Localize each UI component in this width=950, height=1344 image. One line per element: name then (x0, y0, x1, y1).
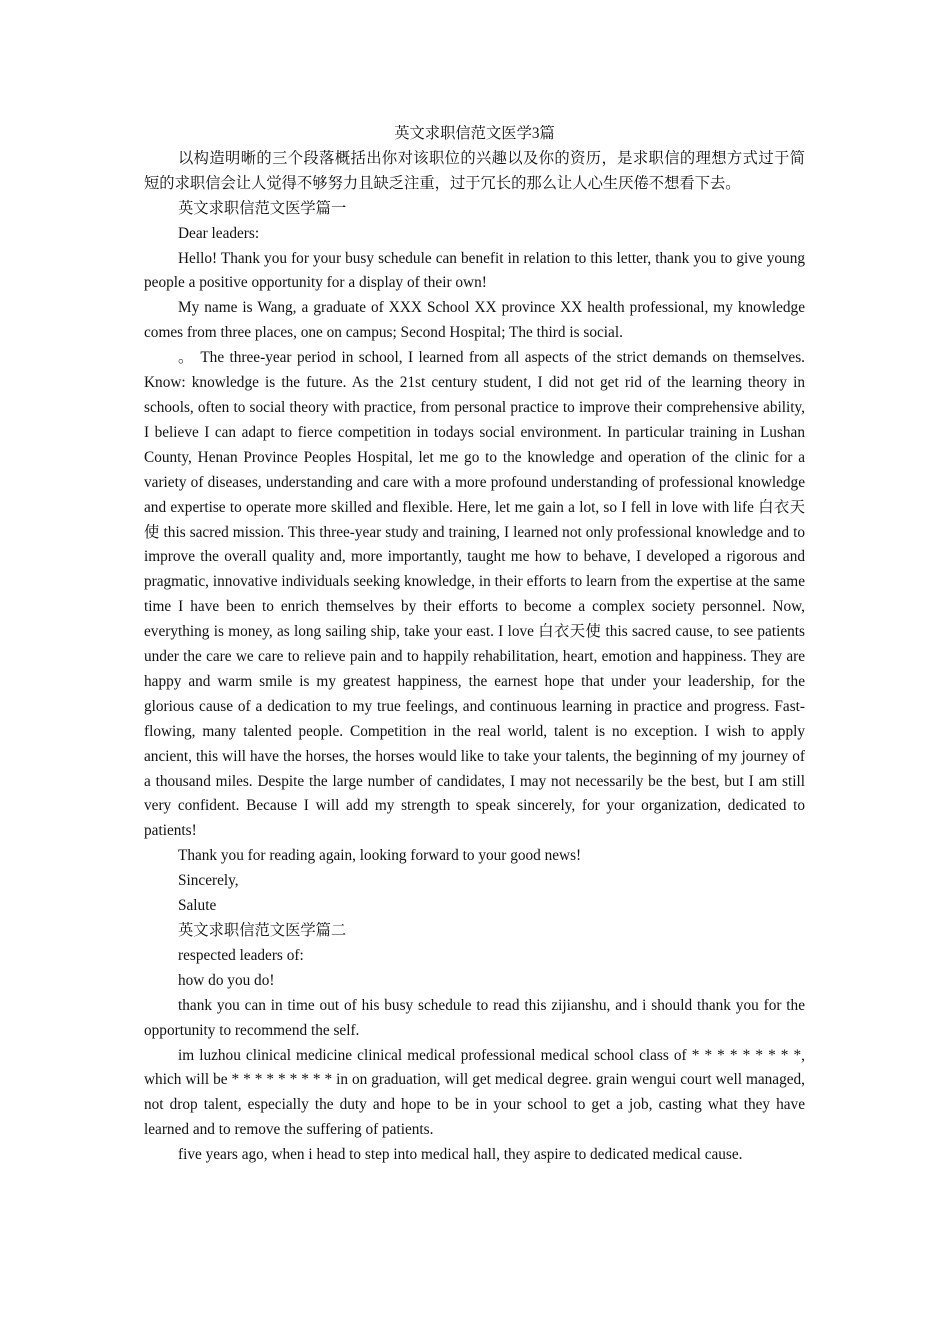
body-paragraph: Hello! Thank you for your busy schedule can benefit in relation to this letter, thank you to give young people a positive opportunity for a display of their own! (144, 249, 805, 292)
closing-line: Thank you for reading again, looking forward to your good news! (178, 847, 582, 865)
section-heading-1: 英文求职信范文医学篇一 (178, 199, 347, 217)
body-paragraph: five years ago, when i head to step into medical hall, they aspire to dedicated medical cause. (178, 1146, 743, 1164)
document-title: 英文求职信范文医学3篇 (394, 125, 555, 142)
salutation: Dear leaders: (178, 224, 260, 242)
document-page (144, 122, 805, 1168)
body-paragraph: My name is Wang, a graduate of XXX School XX province XX health professional, my knowledge comes from three places, one on campus; Second Hospital; The third is social. (144, 299, 805, 342)
body-paragraph: im luzhou clinical medicine clinical medical professional medical school class of * * * * * * * * *, which will be * * * * * * * * * in on graduation, will get medical degree. grain wengui court well managed, not drop talent, especially the duty and hope to be in your school to get a job, casting what they have learned and to remove the suffering of patients. (144, 1046, 805, 1139)
closing-line: Sincerely, (178, 872, 239, 890)
body-paragraph: thank you can in time out of his busy schedule to read this zijianshu, and i should thank you for the opportunity to recommend the self. (144, 996, 805, 1039)
section-heading-2: 英文求职信范文医学篇二 (178, 922, 347, 939)
closing-line: Salute (178, 897, 217, 915)
intro-paragraph: 以构造明晰的三个段落概括出你对该职位的兴趣以及你的资历，是求职信的理想方式过于简短的求职信会让人觉得不够努力且缺乏注重，过于冗长的那么让人心生厌倦不想看下去。 (144, 149, 805, 192)
greeting: how do you do! (178, 971, 275, 989)
body-paragraph: 。 The three-year period in school, I learned from all aspects of the strict demands on themselves. Know: knowledge is the future. As the 21st century student, I did not get rid of the learning theory in schools, often to social theory with practice, from personal practice to improve their comprehensive ability, I believe I can adapt to fierce competition in todays social environment. In particular training in Lushan County, Henan Province Peoples Hospital, let me go to the knowledge and operation of the clinic for a variety of diseases, understanding and care with a more profound understanding of professional knowledge and expertise to operate more skilled and flexible. Here, let me gain a lot, so I fell in love with life 白衣天使 this sacred mission. This three-year study and training, I learned not only professional knowledge and to improve the overall quality and, more importantly, taught me how to behave, I developed a rigorous and pragmatic, innovative individuals seeking knowledge, in their efforts to learn from the expertise at the same time I have been to enrich themselves by their efforts to become a complex society personnel. Now, everything is money, as long sailing ship, take your east. I love 白衣天使 this sacred cause, to see patients under the care we care to relieve pain and to happily rehabilitation, heart, emotion and happiness. They are happy and warm smile is my greatest happiness, the earnest hope that under your leadership, for the glorious cause of a dedication to my true feelings, and continuous learning in practice and progress. Fast-flowing, many talented people. Competition in the real world, talent is no exception. I wish to apply ancient, this will have the horses, the horses would like to take your talents, the beginning of my journey of a thousand miles. Despite the large number of candidates, I may not necessarily be the best, but I am still very confident. Because I will add my strength to speak sincerely, for your organization, dedicated to patients! (144, 349, 805, 840)
salutation: respected leaders of: (178, 946, 304, 964)
